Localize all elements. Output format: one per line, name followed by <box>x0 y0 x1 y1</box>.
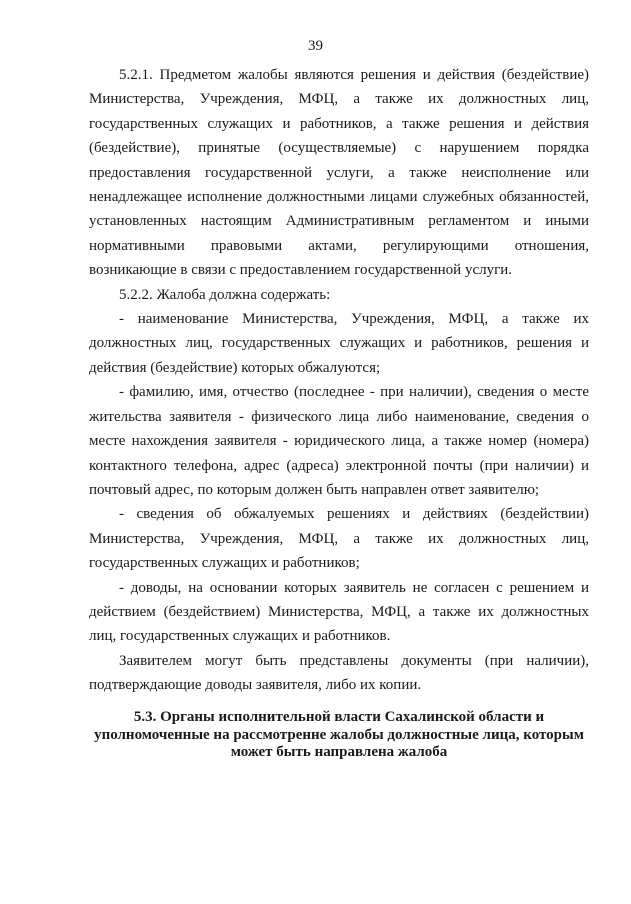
list-item-arguments: - доводы, на основании которых заявитель не согласен с решением и действием (бездействием) Министерства, МФЦ, а также их должностных лиц, государственных служащих и работников. <box>89 579 589 645</box>
section-heading-5-3: 5.3. Органы исполнительной власти Сахалинской области и уполномоченные на рассмотренне жалобы должностные лица, которым может быть направлена жалоба <box>94 709 584 760</box>
list-item-name-of-authority: - наименование Министерства, Учреждения, МФЦ, а также их должностных лиц, государственных служащих и работников, решения и действия (бездействие) которых обжалуются; <box>89 311 589 376</box>
document-body <box>89 63 589 698</box>
paragraph-supporting-documents: Заявителем могут быть представлены документы (при наличии), подтверждающие доводы заявителя, либо их копии. <box>89 652 589 694</box>
paragraph-5-2-2: 5.2.2. Жалоба должна содержать: <box>119 286 331 303</box>
list-item-applicant-details: - фамилию, имя, отчество (последнее - при наличии), сведения о месте жительства заявителя - физического лица либо наименование, сведения о месте нахождения заявителя - юридического лица, а также номер (номера) контактного телефона, адрес (адреса) электронной почты (при наличии) и почтовый адрес, по которым должен быть направлен ответ заявителю; <box>89 384 589 498</box>
list-item-appealed-decisions: - сведения об обжалуемых решениях и действиях (бездействии) Министерства, Учреждения, МФЦ, а также их должностных лиц, государственных служащих и работников; <box>89 506 589 572</box>
paragraph-5-2-1: 5.2.1. Предметом жалобы являются решения и действия (бездействие) Министерства, Учреждения, МФЦ, а также их должностных лиц, государственных служащих и работников, а также решения и действия (бездействие), принятые (осуществляемые) с нарушением порядка предоставления государственной услуги, а также неисполнение или ненадлежащее исполнение должностными лицами служебных обязанностей, установленных настоящим Административным регламентом и иными нормативными правовыми актами, регулирующими отношения, возникающие в связи с предоставлением государственной услуги. <box>89 67 589 279</box>
page-number: 39 <box>308 38 323 54</box>
